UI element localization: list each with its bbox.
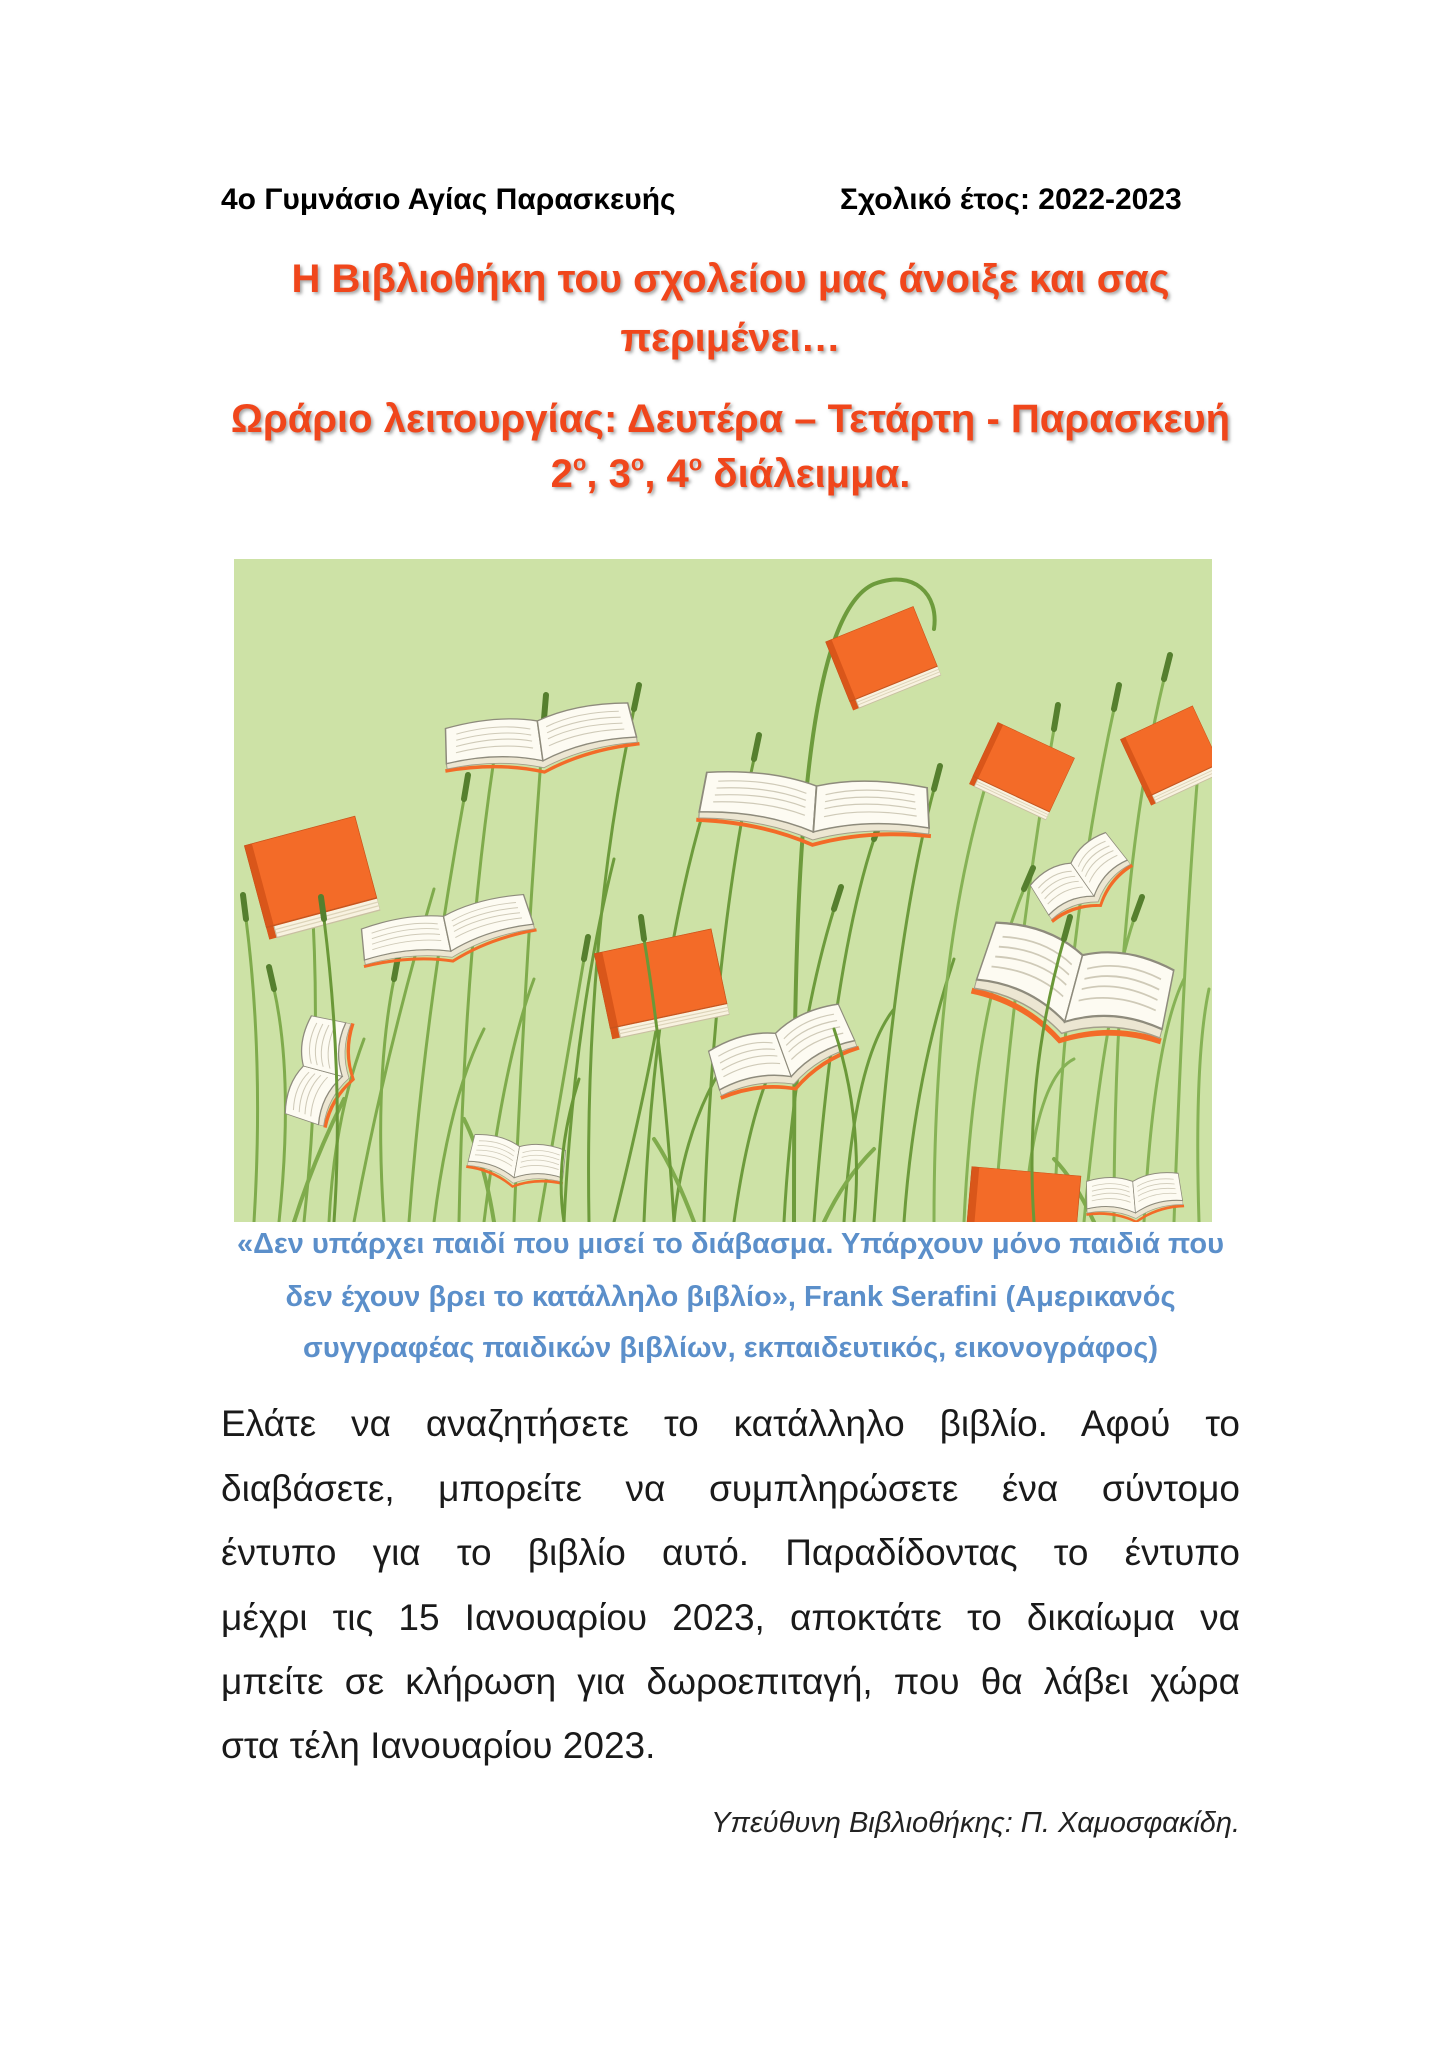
separator: ,	[586, 452, 609, 496]
ordinal-suffix: ο	[688, 450, 703, 476]
quote-line-2: δεν έχουν βρει το κατάλληλο βιβλίο», Frank Serafini (Αμερικανός	[285, 1281, 1176, 1313]
body-line: μέχρι τις 15 Ιανουαρίου 2023, αποκτάτε το δικαίωμα να	[221, 1597, 1240, 1638]
opening-hours-days: Ωράριο λειτουργίας: Δευτέρα – Τετάρτη - Παρασκευή	[230, 397, 1231, 441]
announcement-line-2: περιμένει…	[620, 316, 841, 360]
book-closed	[966, 1166, 1082, 1222]
quote-line-1: «Δεν υπάρχει παιδί που μισεί το διάβασμα. Υπάρχουν μόνο παιδιά που	[236, 1228, 1225, 1260]
librarian-signature: Υπεύθυνη Βιβλιοθήκης: Π. Χαμοσφακίδη.	[711, 1807, 1240, 1839]
body-line: έντυπο για το βιβλίο αυτό. Παραδίδοντας το έντυπο	[221, 1532, 1240, 1573]
opening-hours-breaks	[221, 450, 1240, 498]
body-line: μπείτε σε κλήρωση για δωροεπιταγή, που θα λάβει χώρα	[221, 1661, 1240, 1702]
breaks-label: διάλειμμα.	[702, 452, 911, 496]
separator: ,	[644, 452, 667, 496]
break-number: 4	[666, 452, 689, 496]
school-name: 4ο Γυμνάσιο Αγίας Παρασκευής	[221, 183, 676, 216]
break-number: 3	[608, 452, 631, 496]
quote-line-3: συγγραφέας παιδικών βιβλίων, εκπαιδευτικός, εικονογράφος)	[303, 1332, 1158, 1364]
school-year: Σχολικό έτος: 2022-2023	[840, 183, 1182, 216]
body-line: Ελάτε να αναζητήσετε το κατάλληλο βιβλίο. Αφού το	[221, 1403, 1240, 1444]
body-line: στα τέλη Ιανουαρίου 2023.	[221, 1725, 656, 1766]
break-number: 2	[550, 452, 573, 496]
ordinal-suffix: ο	[572, 450, 587, 476]
books-in-grass-illustration	[234, 559, 1212, 1222]
announcement-line-1: Η Βιβλιοθήκη του σχολείου μας άνοιξε και σας	[291, 257, 1170, 301]
body-line: διαβάσετε, μπορείτε να συμπληρώσετε ένα σύντομο	[221, 1468, 1240, 1509]
ordinal-suffix: ο	[630, 450, 645, 476]
